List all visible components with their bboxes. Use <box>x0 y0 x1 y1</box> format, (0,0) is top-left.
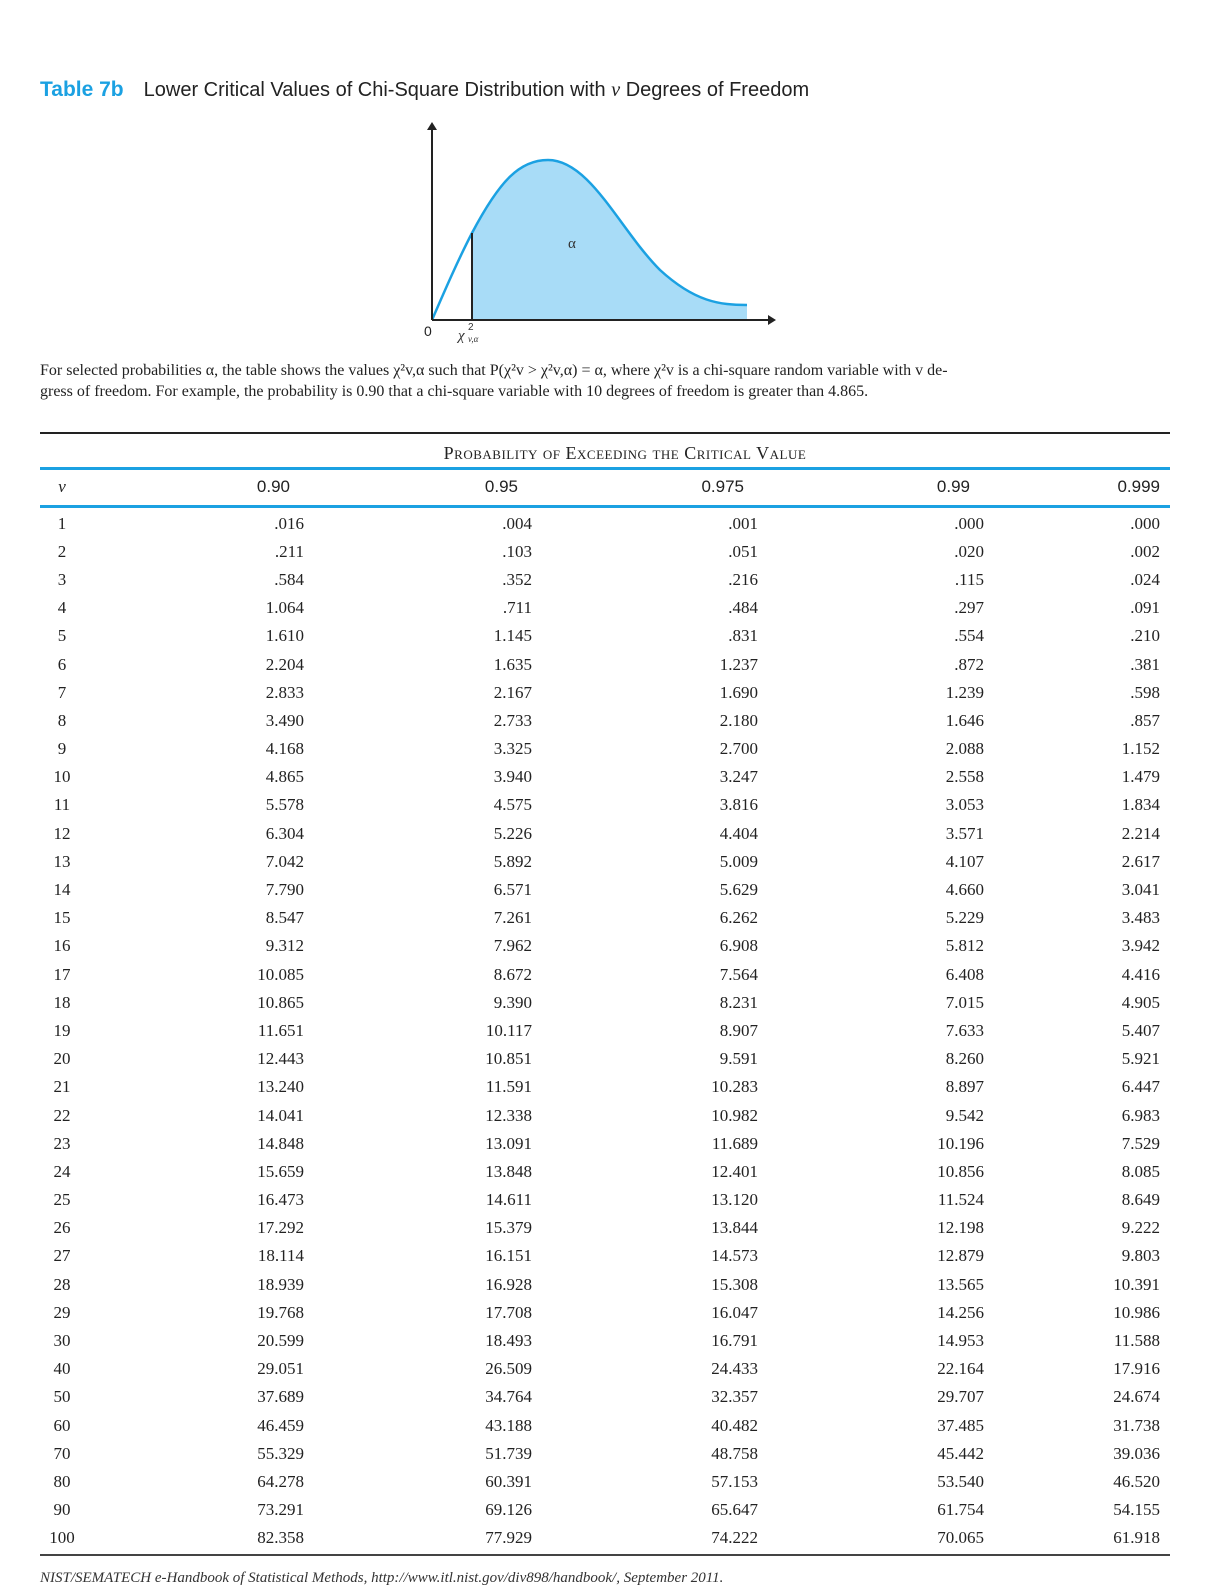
critical-value-cell: 7.962 <box>493 936 532 956</box>
chi-square-curve-icon <box>420 120 800 350</box>
critical-value-cell: 70.065 <box>937 1528 984 1548</box>
critical-value-cell: 15.308 <box>711 1274 758 1294</box>
degrees-of-freedom-cell: 20 <box>53 1049 71 1069</box>
critical-value-cell: 3.041 <box>1121 880 1160 900</box>
table-row <box>40 679 1170 707</box>
critical-value-cell: 1.610 <box>265 626 304 646</box>
critical-value-cell: .554 <box>954 626 984 646</box>
critical-value-cell: .711 <box>502 598 532 618</box>
critical-value-cell: 8.649 <box>1121 1190 1160 1210</box>
critical-value-cell: 6.408 <box>945 964 984 984</box>
title-text-part: Degrees of Freedom <box>620 79 810 101</box>
critical-value-cell: 26.509 <box>485 1359 532 1379</box>
critical-value-cell: 14.953 <box>937 1331 984 1351</box>
critical-value-cell: 2.700 <box>719 739 758 759</box>
critical-value-cell: 10.196 <box>937 1133 984 1153</box>
degrees-of-freedom-cell: 7 <box>57 682 67 702</box>
critical-value-cell: 1.237 <box>719 654 758 674</box>
critical-value-cell: 6.983 <box>1121 1105 1160 1125</box>
critical-value-cell: 4.865 <box>265 767 304 787</box>
critical-value-cell: .001 <box>728 513 758 533</box>
degrees-of-freedom-cell: 28 <box>53 1274 71 1294</box>
critical-value-cell: 6.262 <box>719 908 758 928</box>
critical-value-cell: .584 <box>274 569 304 589</box>
critical-value-cell: 34.764 <box>485 1387 532 1407</box>
critical-value-cell: 8.547 <box>265 908 304 928</box>
critical-value-cell: 8.897 <box>945 1077 984 1097</box>
degrees-of-freedom-cell: 13 <box>53 851 71 871</box>
critical-value-cell: 32.357 <box>711 1387 758 1407</box>
table-row <box>40 1271 1170 1299</box>
table-row <box>40 1130 1170 1158</box>
bottom-rule <box>40 1554 1170 1556</box>
critical-value-cell: .598 <box>1130 682 1160 702</box>
table-row <box>40 1412 1170 1440</box>
critical-value-cell: 13.240 <box>257 1077 304 1097</box>
degrees-of-freedom-cell: 100 <box>49 1528 75 1548</box>
table-row <box>40 622 1170 650</box>
critical-value-cell: 11.591 <box>485 1077 532 1097</box>
critical-value-cell: 22.164 <box>937 1359 984 1379</box>
critical-value-cell: 3.325 <box>493 739 532 759</box>
critical-value-cell: 16.928 <box>485 1274 532 1294</box>
critical-value-cell: 1.239 <box>945 682 984 702</box>
table-row <box>40 904 1170 932</box>
critical-value-cell: 17.708 <box>485 1302 532 1322</box>
table-number: Table 7b <box>40 78 124 101</box>
table-row <box>40 566 1170 594</box>
table-title-text <box>144 79 809 101</box>
critical-value-cell: 5.578 <box>265 795 304 815</box>
critical-value-cell: .297 <box>954 598 984 618</box>
critical-value-cell: 3.247 <box>719 767 758 787</box>
critical-value-cell: 39.036 <box>1113 1443 1160 1463</box>
critical-value-cell: 3.490 <box>265 710 304 730</box>
critical-value-cell: 5.812 <box>945 936 984 956</box>
critical-value-cell: 2.204 <box>265 654 304 674</box>
critical-value-cell: 18.939 <box>257 1274 304 1294</box>
table-row <box>40 932 1170 960</box>
description-line-1: For selected probabilities α, the table shows the values χ²v,α such that P(χ²v > χ²v,α) = α, where χ²v is a chi-square random variable with v de- <box>40 362 948 379</box>
critical-value-cell: .004 <box>502 513 532 533</box>
critical-value-cell: 13.565 <box>937 1274 984 1294</box>
critical-value-cell: 2.558 <box>945 767 984 787</box>
critical-value-cell: 46.459 <box>257 1415 304 1435</box>
degrees-of-freedom-cell: 6 <box>57 654 67 674</box>
critical-value-cell: 9.312 <box>265 936 304 956</box>
critical-value-cell: 18.114 <box>257 1246 304 1266</box>
critical-value-cell: .020 <box>954 541 984 561</box>
degrees-of-freedom-cell: 21 <box>53 1077 71 1097</box>
critical-value-cell: 4.905 <box>1121 992 1160 1012</box>
table-row <box>40 1440 1170 1468</box>
critical-value-cell: 8.231 <box>719 992 758 1012</box>
degrees-of-freedom-cell: 22 <box>53 1105 71 1125</box>
critical-value-cell: .857 <box>1130 710 1160 730</box>
degrees-of-freedom-cell: 2 <box>57 541 67 561</box>
critical-value-cell: 46.520 <box>1113 1471 1160 1491</box>
nu-symbol: ν <box>611 79 621 101</box>
table-title <box>40 78 809 102</box>
table-row <box>40 707 1170 735</box>
critical-value-cell: .002 <box>1130 541 1160 561</box>
critical-value-cell: .211 <box>274 541 304 561</box>
critical-value-cell: 1.145 <box>493 626 532 646</box>
critical-value-cell: 2.167 <box>493 682 532 702</box>
table-row <box>40 848 1170 876</box>
critical-value-cell: 19.768 <box>257 1302 304 1322</box>
critical-value-cell: 51.739 <box>485 1443 532 1463</box>
critical-value-cell: .000 <box>954 513 984 533</box>
critical-value-cell: 6.908 <box>719 936 758 956</box>
alpha-label: α <box>568 236 576 252</box>
critical-value-cell: 9.542 <box>945 1105 984 1125</box>
critical-value-cell: 14.256 <box>937 1302 984 1322</box>
critical-value-cell: 16.047 <box>711 1302 758 1322</box>
critical-value-cell: 55.329 <box>257 1443 304 1463</box>
table-caption: Probability of Exceeding the Critical Value <box>443 442 807 463</box>
table-row <box>40 1327 1170 1355</box>
critical-value-cell: 4.660 <box>945 880 984 900</box>
table-row <box>40 763 1170 791</box>
degrees-of-freedom-cell: 17 <box>53 964 71 984</box>
degrees-of-freedom-cell: 26 <box>53 1218 71 1238</box>
degrees-of-freedom-cell: 16 <box>53 936 71 956</box>
degrees-of-freedom-cell: 12 <box>53 823 71 843</box>
critical-value-cell: .831 <box>728 626 758 646</box>
header-nu: ν <box>58 477 66 496</box>
degrees-of-freedom-cell: 1 <box>57 513 67 533</box>
table-row <box>40 791 1170 819</box>
header-col-099: 0.99 <box>936 477 970 496</box>
critical-value-cell: 7.633 <box>945 1020 984 1040</box>
critical-value-cell: 6.571 <box>493 880 532 900</box>
critical-value-cell: 5.407 <box>1121 1020 1160 1040</box>
table-row <box>40 1158 1170 1186</box>
table-row <box>40 1383 1170 1411</box>
svg-text:v,α: v,α <box>468 334 479 344</box>
critical-value-cell: 43.188 <box>485 1415 532 1435</box>
critical-value-cell: 3.816 <box>719 795 758 815</box>
degrees-of-freedom-cell: 14 <box>53 880 71 900</box>
degrees-of-freedom-cell: 9 <box>57 739 67 759</box>
degrees-of-freedom-cell: 24 <box>53 1161 71 1181</box>
critical-value-cell: 9.222 <box>1121 1218 1160 1238</box>
critical-value-cell: 1.690 <box>719 682 758 702</box>
degrees-of-freedom-cell: 70 <box>53 1443 71 1463</box>
critical-value-cell: .024 <box>1130 569 1160 589</box>
critical-value-cell: 37.485 <box>937 1415 984 1435</box>
critical-value-cell: 14.611 <box>485 1190 532 1210</box>
critical-value-cell: 40.482 <box>711 1415 758 1435</box>
critical-value-cell: 54.155 <box>1113 1500 1160 1520</box>
degrees-of-freedom-cell: 10 <box>53 767 71 787</box>
critical-value-cell: 3.053 <box>945 795 984 815</box>
critical-value-cell: .016 <box>274 513 304 533</box>
table-row <box>40 1355 1170 1383</box>
critical-value-cell: 73.291 <box>257 1500 304 1520</box>
table-row <box>40 650 1170 678</box>
critical-value-cell: 10.986 <box>1113 1302 1160 1322</box>
critical-value-cell: 5.226 <box>493 823 532 843</box>
critical-value-cell: 10.865 <box>257 992 304 1012</box>
degrees-of-freedom-cell: 4 <box>57 598 67 618</box>
critical-value-cell: 16.473 <box>257 1190 304 1210</box>
critical-value-cell: 9.390 <box>493 992 532 1012</box>
critical-value-cell: 82.358 <box>257 1528 304 1548</box>
critical-value-cell: 1.479 <box>1121 767 1160 787</box>
critical-value-cell: 17.292 <box>257 1218 304 1238</box>
critical-value-cell: 48.758 <box>711 1443 758 1463</box>
critical-value-cell: 11.588 <box>1113 1331 1160 1351</box>
degrees-of-freedom-cell: 27 <box>53 1246 71 1266</box>
critical-value-cell: .091 <box>1130 598 1160 618</box>
critical-value-cell: 9.803 <box>1121 1246 1160 1266</box>
critical-value-cell: 65.647 <box>711 1500 758 1520</box>
table-row <box>40 510 1170 538</box>
critical-value-cell: 8.085 <box>1121 1161 1160 1181</box>
header-col-0999: 0.999 <box>1117 477 1160 496</box>
critical-value-cell: 3.483 <box>1121 908 1160 928</box>
origin-label: 0 <box>424 323 432 339</box>
critical-value-cell: 31.738 <box>1113 1415 1160 1435</box>
degrees-of-freedom-cell: 25 <box>53 1190 71 1210</box>
table-row <box>40 1242 1170 1270</box>
critical-value-cell: 45.442 <box>937 1443 984 1463</box>
critical-value-cell: .000 <box>1130 513 1160 533</box>
table-row <box>40 820 1170 848</box>
critical-value-cell: 12.198 <box>937 1218 984 1238</box>
critical-value-cell: 61.918 <box>1113 1528 1160 1548</box>
critical-value-cell: 7.261 <box>493 908 532 928</box>
critical-value-cell: 15.659 <box>257 1161 304 1181</box>
degrees-of-freedom-cell: 3 <box>57 569 67 589</box>
critical-value-cell: 64.278 <box>257 1471 304 1491</box>
table-body <box>40 508 1170 1553</box>
critical-value-cell: 2.833 <box>265 682 304 702</box>
critical-value-cell: 8.260 <box>945 1049 984 1069</box>
critical-value-cell: 5.921 <box>1121 1049 1160 1069</box>
critical-values-table <box>40 432 1170 1556</box>
critical-value-cell: .210 <box>1130 626 1160 646</box>
critical-value-cell: 3.942 <box>1121 936 1160 956</box>
critical-value-cell: 10.851 <box>485 1049 532 1069</box>
critical-value-cell: 15.379 <box>485 1218 532 1238</box>
header-col-090: 0.90 <box>256 477 290 496</box>
critical-value-cell: 53.540 <box>937 1471 984 1491</box>
critical-value-cell: 57.153 <box>711 1471 758 1491</box>
critical-value-cell: 20.599 <box>257 1331 304 1351</box>
critical-value-cell: 17.916 <box>1113 1359 1160 1379</box>
critical-value-cell: 14.041 <box>257 1105 304 1125</box>
critical-value-cell: 10.391 <box>1113 1274 1160 1294</box>
source-footer: NIST/SEMATECH e-Handbook of Statistical Methods, http://www.itl.nist.gov/div898/handbook/, September 2011. <box>40 1570 724 1586</box>
critical-value-cell: 14.848 <box>257 1133 304 1153</box>
critical-value-cell: .216 <box>728 569 758 589</box>
critical-value-cell: 2.180 <box>719 710 758 730</box>
critical-value-cell: 7.015 <box>945 992 984 1012</box>
critical-value-cell: 11.651 <box>257 1020 304 1040</box>
critical-value-cell: 13.844 <box>711 1218 758 1238</box>
degrees-of-freedom-cell: 23 <box>53 1133 71 1153</box>
critical-value-cell: 12.879 <box>937 1246 984 1266</box>
degrees-of-freedom-cell: 8 <box>57 710 67 730</box>
critical-value-cell: 1.064 <box>265 598 304 618</box>
critical-value-cell: 13.120 <box>711 1190 758 1210</box>
table-description <box>40 360 1190 402</box>
critical-value-cell: .051 <box>728 541 758 561</box>
critical-value-cell: 1.834 <box>1121 795 1160 815</box>
critical-value-cell: 10.117 <box>485 1020 532 1040</box>
degrees-of-freedom-cell: 5 <box>57 626 67 646</box>
critical-value-cell: 6.447 <box>1121 1077 1160 1097</box>
critical-value-cell: 1.152 <box>1121 739 1160 759</box>
degrees-of-freedom-cell: 19 <box>53 1020 71 1040</box>
critical-value-cell: .115 <box>954 569 984 589</box>
degrees-of-freedom-cell: 18 <box>53 992 71 1012</box>
description-line-2: gress of freedom. For example, the probability is 0.90 that a chi-square variable with 10 degrees of freedom is greater than 4.865. <box>40 383 869 400</box>
table-row <box>40 1186 1170 1214</box>
critical-value-cell: 16.791 <box>711 1331 758 1351</box>
critical-value-cell: 5.629 <box>719 880 758 900</box>
critical-value-cell: 1.635 <box>493 654 532 674</box>
degrees-of-freedom-cell: 60 <box>53 1415 71 1435</box>
critical-value-cell: 2.088 <box>945 739 984 759</box>
critical-value-cell: 12.401 <box>711 1161 758 1181</box>
critical-value-cell: 4.404 <box>719 823 758 843</box>
critical-value-cell: 10.856 <box>937 1161 984 1181</box>
degrees-of-freedom-cell: 40 <box>53 1359 71 1379</box>
critical-value-cell: 14.573 <box>711 1246 758 1266</box>
header-col-095: 0.95 <box>484 477 518 496</box>
critical-value-cell: 10.085 <box>257 964 304 984</box>
degrees-of-freedom-cell: 29 <box>53 1302 71 1322</box>
degrees-of-freedom-cell: 11 <box>53 795 71 815</box>
critical-value-cell: 11.524 <box>937 1190 984 1210</box>
critical-value-cell: 3.940 <box>493 767 532 787</box>
critical-value-cell: 4.107 <box>945 851 984 871</box>
svg-text:2: 2 <box>468 322 474 333</box>
critical-value-cell: 7.564 <box>719 964 758 984</box>
critical-value-cell: 77.929 <box>485 1528 532 1548</box>
table-row <box>40 1045 1170 1073</box>
critical-value-cell: 29.707 <box>937 1387 984 1407</box>
critical-value-cell: 74.222 <box>711 1528 758 1548</box>
critical-value-cell: 69.126 <box>485 1500 532 1520</box>
critical-value-cell: .872 <box>954 654 984 674</box>
critical-value-cell: 9.591 <box>719 1049 758 1069</box>
critical-value-cell: 60.391 <box>485 1471 532 1491</box>
chi-square-distribution-figure <box>420 120 800 350</box>
critical-value-cell: 8.907 <box>719 1020 758 1040</box>
critical-value-cell: 37.689 <box>257 1387 304 1407</box>
critical-value-cell: 7.790 <box>265 880 304 900</box>
critical-value-label: χ <box>458 328 465 344</box>
critical-value-cell: 4.575 <box>493 795 532 815</box>
table-row <box>40 989 1170 1017</box>
critical-value-cell: 6.304 <box>265 823 304 843</box>
critical-value-cell: 13.848 <box>485 1161 532 1181</box>
critical-value-cell: 61.754 <box>937 1500 984 1520</box>
table-row <box>40 1524 1170 1552</box>
critical-value-cell: 29.051 <box>257 1359 304 1379</box>
table-row <box>40 735 1170 763</box>
table-row <box>40 1101 1170 1129</box>
critical-value-cell: 10.982 <box>711 1105 758 1125</box>
critical-value-cell: .103 <box>502 541 532 561</box>
table-row <box>40 538 1170 566</box>
critical-value-cell: 3.571 <box>945 823 984 843</box>
table-row <box>40 876 1170 904</box>
critical-value-cell: 7.529 <box>1121 1133 1160 1153</box>
table-row <box>40 1017 1170 1045</box>
critical-value-cell: 4.416 <box>1121 964 1160 984</box>
critical-value-cell: 5.009 <box>719 851 758 871</box>
critical-value-cell: 5.892 <box>493 851 532 871</box>
degrees-of-freedom-cell: 30 <box>53 1331 71 1351</box>
table-header-row <box>40 470 1170 505</box>
degrees-of-freedom-cell: 90 <box>53 1500 71 1520</box>
critical-value-cell: .484 <box>728 598 758 618</box>
critical-value-cell: 24.433 <box>711 1359 758 1379</box>
critical-value-cell: 24.674 <box>1113 1387 1160 1407</box>
table-row <box>40 961 1170 989</box>
degrees-of-freedom-cell: 15 <box>53 908 71 928</box>
critical-value-cell: 2.617 <box>1121 851 1160 871</box>
title-text-part: Lower Critical Values of Chi-Square Distribution with <box>143 79 612 101</box>
critical-value-cell: 5.229 <box>945 908 984 928</box>
critical-value-cell: 1.646 <box>945 710 984 730</box>
critical-value-cell: 10.283 <box>711 1077 758 1097</box>
critical-value-cell: 13.091 <box>485 1133 532 1153</box>
table-row <box>40 1299 1170 1327</box>
critical-value-cell: 2.214 <box>1121 823 1160 843</box>
critical-value-cell: 12.443 <box>257 1049 304 1069</box>
critical-value-cell: 4.168 <box>265 739 304 759</box>
table-row <box>40 1073 1170 1101</box>
degrees-of-freedom-cell: 50 <box>53 1387 71 1407</box>
critical-value-cell: 11.689 <box>711 1133 758 1153</box>
critical-value-cell: .381 <box>1130 654 1160 674</box>
critical-value-cell: 7.042 <box>265 851 304 871</box>
header-col-0975: 0.975 <box>701 477 744 496</box>
critical-value-cell: 8.672 <box>493 964 532 984</box>
table-row <box>40 1496 1170 1524</box>
critical-value-cell: 12.338 <box>485 1105 532 1125</box>
table-row <box>40 1214 1170 1242</box>
critical-value-cell: 18.493 <box>485 1331 532 1351</box>
table-row <box>40 1468 1170 1496</box>
critical-value-cell: .352 <box>502 569 532 589</box>
critical-value-cell: 16.151 <box>485 1246 532 1266</box>
table-row <box>40 594 1170 622</box>
degrees-of-freedom-cell: 80 <box>53 1471 71 1491</box>
critical-value-cell: 2.733 <box>493 710 532 730</box>
